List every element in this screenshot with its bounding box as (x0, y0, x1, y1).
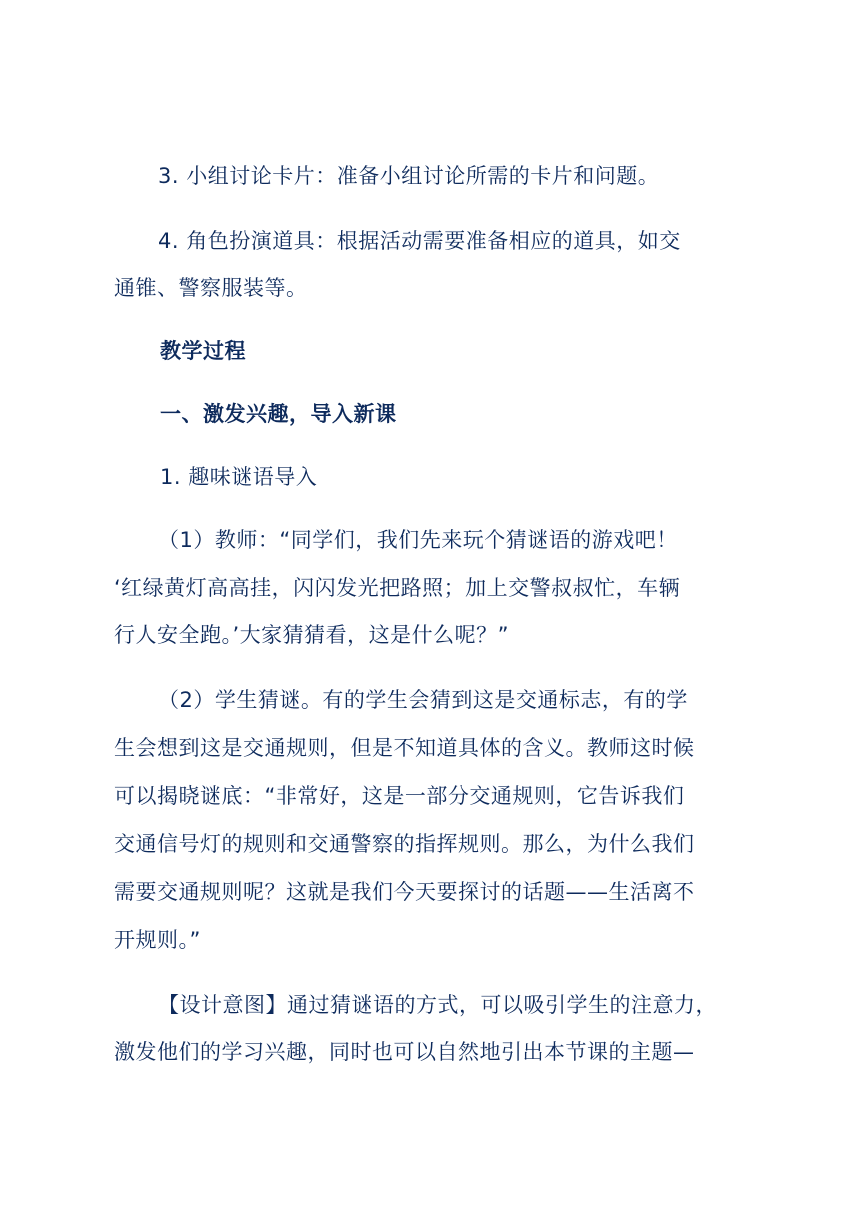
paragraph-1-line-3: 行人安全跑。’大家猜猜看，这是什么呢？” (114, 623, 510, 647)
list-item-3: 3. 小组讨论卡片：准备小组讨论所需的卡片和问题。 (158, 164, 660, 188)
paragraph-2-line-6: 开规则。” (114, 928, 201, 952)
paragraph-3-line-2: 激发他们的学习兴趣，同时也可以自然地引出本节课的主题— (114, 1040, 695, 1064)
heading-teaching-process: 教学过程 (160, 339, 246, 363)
paragraph-2-line-1: （2）学生猜谜。有的学生会猜到这是交通标志，有的学 (158, 688, 688, 712)
list-item-4-line-2: 通锥、警察服装等。 (114, 276, 308, 300)
list-item-4-line-1: 4. 角色扮演道具：根据活动需要准备相应的道具，如交 (158, 229, 681, 253)
subheading-riddle-intro: 1. 趣味谜语导入 (160, 465, 318, 489)
paragraph-2-line-5: 需要交通规则呢？这就是我们今天要探讨的话题——生活离不 (114, 880, 695, 904)
paragraph-1-line-2: ‘红绿黄灯高高挂，闪闪发光把路照；加上交警叔叔忙，车辆 (114, 576, 681, 600)
heading-section-1: 一、激发兴趣，导入新课 (160, 402, 397, 426)
paragraph-2-line-3: 可以揭晓谜底：“非常好，这是一部分交通规则，它告诉我们 (114, 784, 685, 808)
paragraph-2-line-2: 生会想到这是交通规则，但是不知道具体的含义。教师这时候 (114, 736, 695, 760)
paragraph-1-line-1: （1）教师：“同学们，我们先来玩个猜谜语的游戏吧！ (158, 528, 678, 552)
paragraph-3-line-1: 【设计意图】通过猜谜语的方式，可以吸引学生的注意力， (158, 993, 717, 1017)
paragraph-2-line-4: 交通信号灯的规则和交通警察的指挥规则。那么，为什么我们 (114, 832, 695, 856)
